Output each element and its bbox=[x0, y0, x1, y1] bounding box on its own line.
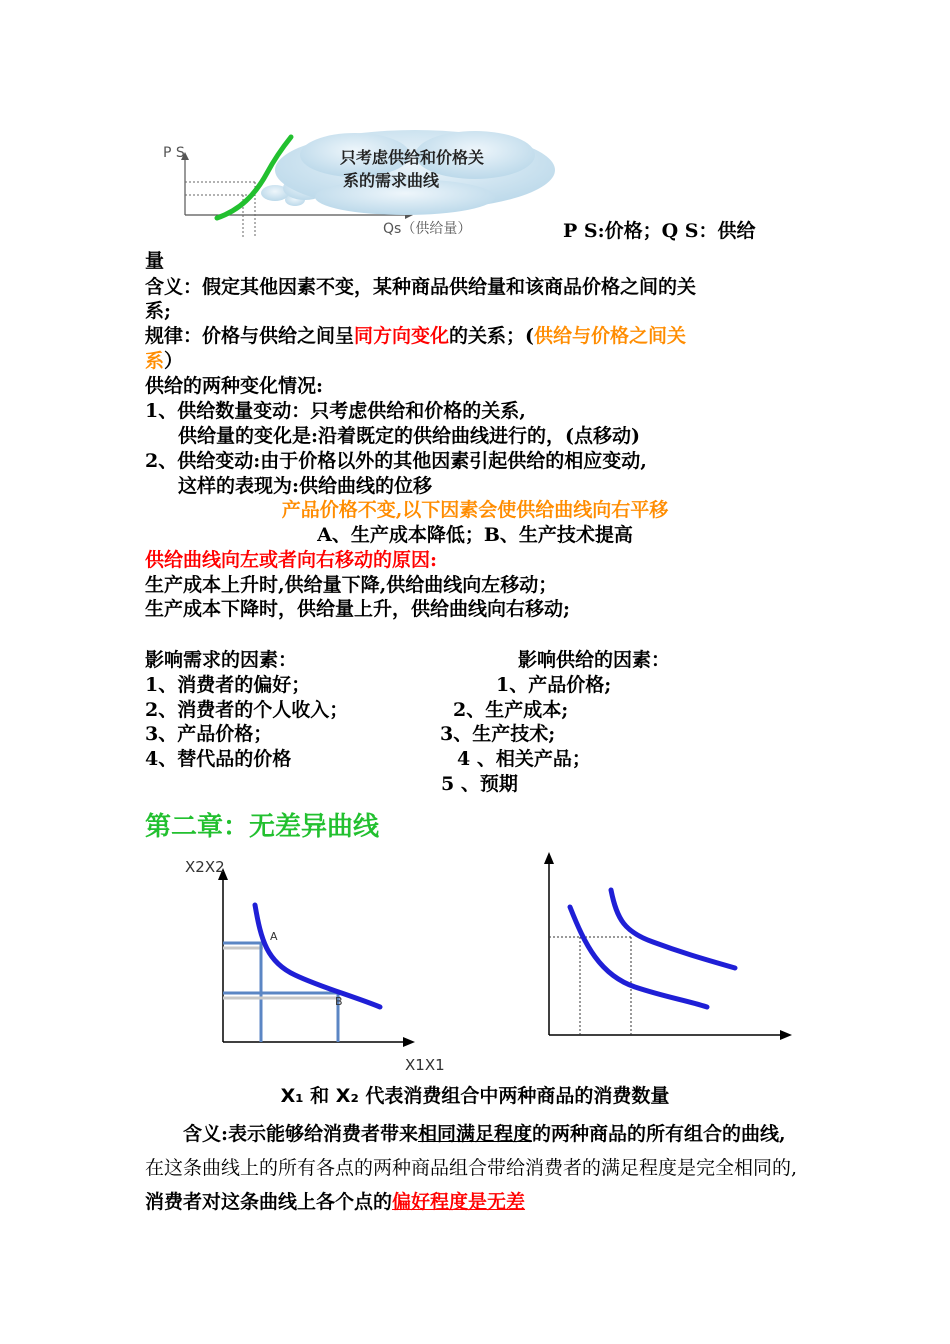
cloud-text-1: 只考虑供给和价格关 bbox=[340, 148, 485, 167]
item-2: 2、供给变动:由于价格以外的其他因素引起供给的相应变动, bbox=[145, 450, 647, 472]
supply-curve-figure bbox=[155, 125, 565, 245]
item-1: 1、供给数量变动：只考虑供给和价格的关系, bbox=[145, 400, 526, 422]
x-axis-label: X1X1 bbox=[405, 1056, 445, 1074]
cloud-text-2: 系的需求曲线 bbox=[343, 171, 440, 190]
two-changes-heading: 供给的两种变化情况: bbox=[145, 375, 324, 397]
cost-up-line: 生产成本上升时,供给量下降,供给曲线向左移动； bbox=[145, 574, 558, 596]
y-axis-label: P S bbox=[163, 145, 185, 161]
price-unchanged-note: 产品价格不变,以下因素会使供给曲线向右平移 bbox=[281, 499, 669, 521]
shifted-indifference-curves-figure bbox=[535, 850, 800, 1045]
supply-factors-title: 影响供给的因素： bbox=[518, 649, 671, 671]
legend-line-2: 量 bbox=[145, 250, 165, 272]
supply-factor-1: 1、产品价格; bbox=[496, 674, 612, 696]
meaning-paragraph: 含义:表示能够给消费者带来相同满足程度的两种商品的所有组合的曲线, 在这条曲线上的所有各点的两种商品组合带给消费者的满足程度是完全相同的, 消费者对这条曲线上各个点的偏好程度是无差 bbox=[145, 1123, 798, 1213]
item-1b: 供给量的变化是:沿着既定的供给曲线进行的，(点移动) bbox=[178, 425, 640, 447]
indifference-curve-figure bbox=[175, 850, 445, 1080]
chapter-title: 第二章：无差异曲线 bbox=[145, 812, 380, 842]
supply-factor-4: 4 、相关产品； bbox=[457, 748, 591, 770]
indifference-curve-lower bbox=[570, 907, 707, 1007]
rule-line: 规律：价格与供给之间呈同方向变化的关系；(供给与价格之间关 bbox=[145, 325, 687, 347]
meaning-line-1: 含义：假定其他因素不变，某种商品供给量和该商品价格之间的关 bbox=[145, 276, 697, 298]
shift-reason-heading: 供给曲线向左或者向右移动的原因: bbox=[145, 549, 438, 571]
rule-line-2: 系） bbox=[145, 350, 184, 372]
x-axis-label: Qs（供给量） bbox=[383, 221, 472, 237]
cost-down-line: 生产成本下降时，供给量上升，供给曲线向右移动; bbox=[145, 598, 571, 620]
indifference-curve-upper bbox=[611, 890, 735, 968]
demand-factors-title: 影响需求的因素： bbox=[145, 649, 298, 671]
supply-factor-3: 3、生产技术; bbox=[440, 723, 556, 745]
demand-factor-1: 1、消费者的偏好； bbox=[145, 674, 311, 696]
supply-factor-5: 5 、预期 bbox=[441, 773, 518, 795]
item-2b: 这样的表现为:供给曲线的位移 bbox=[178, 475, 433, 497]
demand-factor-4: 4、替代品的价格 bbox=[145, 748, 292, 770]
ab-factors: A、生产成本降低；B、生产技术提高 bbox=[317, 524, 633, 546]
demand-factor-2: 2、消费者的个人收入； bbox=[145, 699, 349, 721]
supply-factor-2: 2、生产成本; bbox=[453, 699, 569, 721]
point-a-label: A bbox=[270, 930, 278, 943]
legend-line-1: P S:价格；Q S：供给 bbox=[563, 220, 756, 242]
figure-caption: X₁ 和 X₂ 代表消费组合中两种商品的消费数量 bbox=[280, 1085, 670, 1107]
demand-factor-3: 3、产品价格； bbox=[145, 723, 273, 745]
y-axis-label: X2X2 bbox=[185, 858, 225, 876]
meaning-line-2: 系; bbox=[145, 300, 172, 322]
point-b-label: B bbox=[335, 995, 343, 1008]
